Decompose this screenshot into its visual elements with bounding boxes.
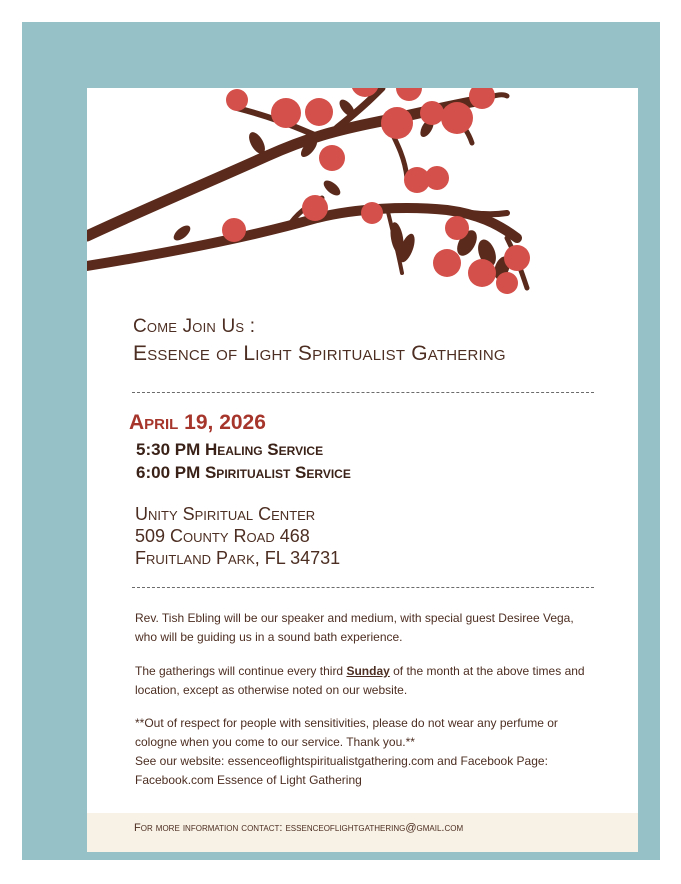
fragrance-notice: **Out of respect for people with sensitivities, please do not wear any perfume or cologne when you come to our service. Thank you.** <box>135 716 558 749</box>
website-line: See our website: essenceoflightspiritualistgathering.com and Facebook Page: <box>135 754 548 768</box>
healing-service-time: 5:30 PM Healing Service <box>136 440 324 459</box>
venue-address <box>135 503 340 569</box>
venue-name: Unity Spiritual Center <box>135 504 316 524</box>
speaker-paragraph: Rev. Tish Ebling will be our speaker and medium, with special guest Desiree Vega, who will be guiding us in a sound bath experience. <box>135 611 574 644</box>
gathering-name: Essence of Light Spiritualist Gathering <box>133 342 506 365</box>
invitation-heading <box>133 316 506 366</box>
notice-paragraph <box>135 714 595 790</box>
schedule-paragraph: The gatherings will continue every third Sunday of the month at the above times and location, except as otherwise noted on our website. <box>135 664 585 697</box>
contact-footer <box>87 813 638 852</box>
flyer-sheet <box>87 88 638 852</box>
spiritualist-service-time: 6:00 PM Spiritualist Service <box>136 463 351 482</box>
divider-top <box>132 392 594 393</box>
venue-street: 509 County Road 468 <box>135 526 310 546</box>
schedule-day: Sunday <box>346 664 390 678</box>
teal-frame <box>22 22 660 860</box>
facebook-line: Facebook.com Essence of Light Gathering <box>135 773 362 787</box>
event-date: April 19, 2026 <box>129 411 266 434</box>
cherry-blossom-branch-illustration <box>87 88 638 323</box>
come-join-us-text: Come Join Us : <box>133 316 256 337</box>
contact-email-text: For more information contact: essenceoflightgathering@gmail.com <box>134 822 464 834</box>
venue-city: Fruitland Park, FL 34731 <box>135 548 341 568</box>
divider-bottom <box>132 587 594 588</box>
